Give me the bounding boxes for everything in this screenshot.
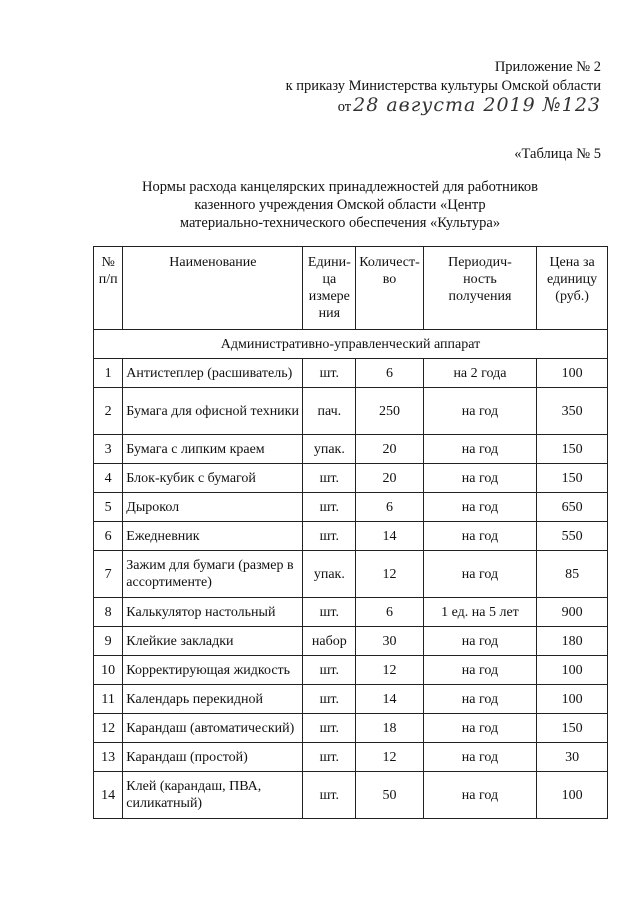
appendix-label: Приложение № 2 (494, 59, 601, 75)
cell-period: на год (423, 714, 536, 743)
cell-num: 4 (94, 464, 123, 493)
cell-unit: шт. (303, 743, 356, 772)
cell-unit: шт. (303, 522, 356, 551)
cell-name: Калькулятор настольный (123, 598, 303, 627)
cell-unit: шт. (303, 772, 356, 819)
cell-price: 30 (537, 743, 608, 772)
cell-unit: шт. (303, 493, 356, 522)
cell-qty: 14 (356, 522, 424, 551)
cell-name: Блок-кубик с бумагой (123, 464, 303, 493)
cell-period: на год (423, 493, 536, 522)
order-date-line (286, 96, 601, 117)
header-num: № п/п (94, 247, 123, 330)
cell-period: на год (423, 743, 536, 772)
cell-unit: шт. (303, 598, 356, 627)
cell-price: 85 (537, 551, 608, 598)
cell-num: 1 (94, 359, 123, 388)
cell-unit: набор (303, 627, 356, 656)
cell-price: 100 (537, 656, 608, 685)
cell-qty: 30 (356, 627, 424, 656)
order-reference: к приказу Министерства культуры Омской области (285, 78, 601, 94)
cell-price: 100 (537, 685, 608, 714)
table-row (94, 714, 608, 743)
table-row (94, 743, 608, 772)
cell-period: на год (423, 627, 536, 656)
cell-num: 9 (94, 627, 123, 656)
cell-unit: шт. (303, 464, 356, 493)
cell-price: 150 (537, 435, 608, 464)
cell-qty: 6 (356, 493, 424, 522)
cell-qty: 12 (356, 551, 424, 598)
section-title: Административно-управленческий аппарат (94, 330, 608, 359)
table-row (94, 551, 608, 598)
cell-period: 1 ед. на 5 лет (423, 598, 536, 627)
table-row (94, 598, 608, 627)
cell-num: 10 (94, 656, 123, 685)
table-row (94, 772, 608, 819)
cell-num: 6 (94, 522, 123, 551)
cell-name: Клейкие закладки (123, 627, 303, 656)
cell-num: 14 (94, 772, 123, 819)
table-row (94, 493, 608, 522)
cell-name: Бумага для офисной техники (123, 388, 303, 435)
cell-period: на год (423, 656, 536, 685)
cell-period: на год (423, 772, 536, 819)
cell-price: 100 (537, 359, 608, 388)
cell-unit: шт. (303, 359, 356, 388)
cell-name: Корректирующая жидкость (123, 656, 303, 685)
cell-num: 5 (94, 493, 123, 522)
table-reference: «Таблица № 5 (514, 146, 601, 162)
table-row (94, 522, 608, 551)
cell-qty: 6 (356, 359, 424, 388)
handwritten-date: 28 августа 2019 №123 (353, 94, 601, 116)
document-title (100, 178, 580, 232)
cell-qty: 12 (356, 743, 424, 772)
table-row (94, 464, 608, 493)
title-line: материально-технического обеспечения «Культура» (179, 215, 501, 231)
cell-unit: шт. (303, 714, 356, 743)
cell-name: Календарь перекидной (123, 685, 303, 714)
table-header-row (94, 247, 608, 330)
cell-qty: 250 (356, 388, 424, 435)
header-unit: Едини- ца измере ния (303, 247, 356, 330)
cell-num: 11 (94, 685, 123, 714)
cell-period: на год (423, 435, 536, 464)
cell-price: 900 (537, 598, 608, 627)
cell-qty: 6 (356, 598, 424, 627)
cell-name: Карандаш (автоматический) (123, 714, 303, 743)
cell-price: 350 (537, 388, 608, 435)
cell-qty: 20 (356, 464, 424, 493)
table-row (94, 685, 608, 714)
cell-name: Бумага с липким краем (123, 435, 303, 464)
from-prefix: от (337, 99, 352, 115)
table-row (94, 388, 608, 435)
cell-num: 3 (94, 435, 123, 464)
cell-unit: шт. (303, 685, 356, 714)
cell-period: на год (423, 522, 536, 551)
cell-name: Дырокол (123, 493, 303, 522)
title-line: казенного учреждения Омской области «Центр (194, 197, 486, 213)
section-row (94, 330, 608, 359)
cell-qty: 50 (356, 772, 424, 819)
cell-period: на год (423, 551, 536, 598)
cell-qty: 14 (356, 685, 424, 714)
cell-period: на год (423, 464, 536, 493)
cell-unit: пач. (303, 388, 356, 435)
cell-unit: шт. (303, 656, 356, 685)
cell-num: 12 (94, 714, 123, 743)
cell-num: 2 (94, 388, 123, 435)
cell-price: 180 (537, 627, 608, 656)
cell-num: 7 (94, 551, 123, 598)
cell-price: 100 (537, 772, 608, 819)
cell-name: Ежедневник (123, 522, 303, 551)
cell-period: на 2 года (423, 359, 536, 388)
cell-unit: упак. (303, 435, 356, 464)
cell-price: 650 (537, 493, 608, 522)
appendix-header (286, 58, 601, 117)
title-line: Нормы расхода канцелярских принадлежностей для работников (142, 179, 538, 195)
header-period: Периодич- ность получения (423, 247, 536, 330)
cell-price: 550 (537, 522, 608, 551)
cell-num: 13 (94, 743, 123, 772)
table-row (94, 656, 608, 685)
cell-name: Антистеплер (расшиватель) (123, 359, 303, 388)
cell-qty: 18 (356, 714, 424, 743)
cell-name: Карандаш (простой) (123, 743, 303, 772)
cell-period: на год (423, 388, 536, 435)
table-row (94, 435, 608, 464)
header-price: Цена за единицу (руб.) (537, 247, 608, 330)
cell-name: Клей (карандаш, ПВА, силикатный) (123, 772, 303, 819)
table-row (94, 359, 608, 388)
header-qty: Количест- во (356, 247, 424, 330)
cell-unit: упак. (303, 551, 356, 598)
table-row (94, 627, 608, 656)
cell-name: Зажим для бумаги (размер в ассортименте) (123, 551, 303, 598)
cell-qty: 12 (356, 656, 424, 685)
cell-num: 8 (94, 598, 123, 627)
cell-price: 150 (537, 464, 608, 493)
cell-price: 150 (537, 714, 608, 743)
cell-period: на год (423, 685, 536, 714)
cell-qty: 20 (356, 435, 424, 464)
norms-table (93, 246, 608, 819)
header-name: Наименование (123, 247, 303, 330)
